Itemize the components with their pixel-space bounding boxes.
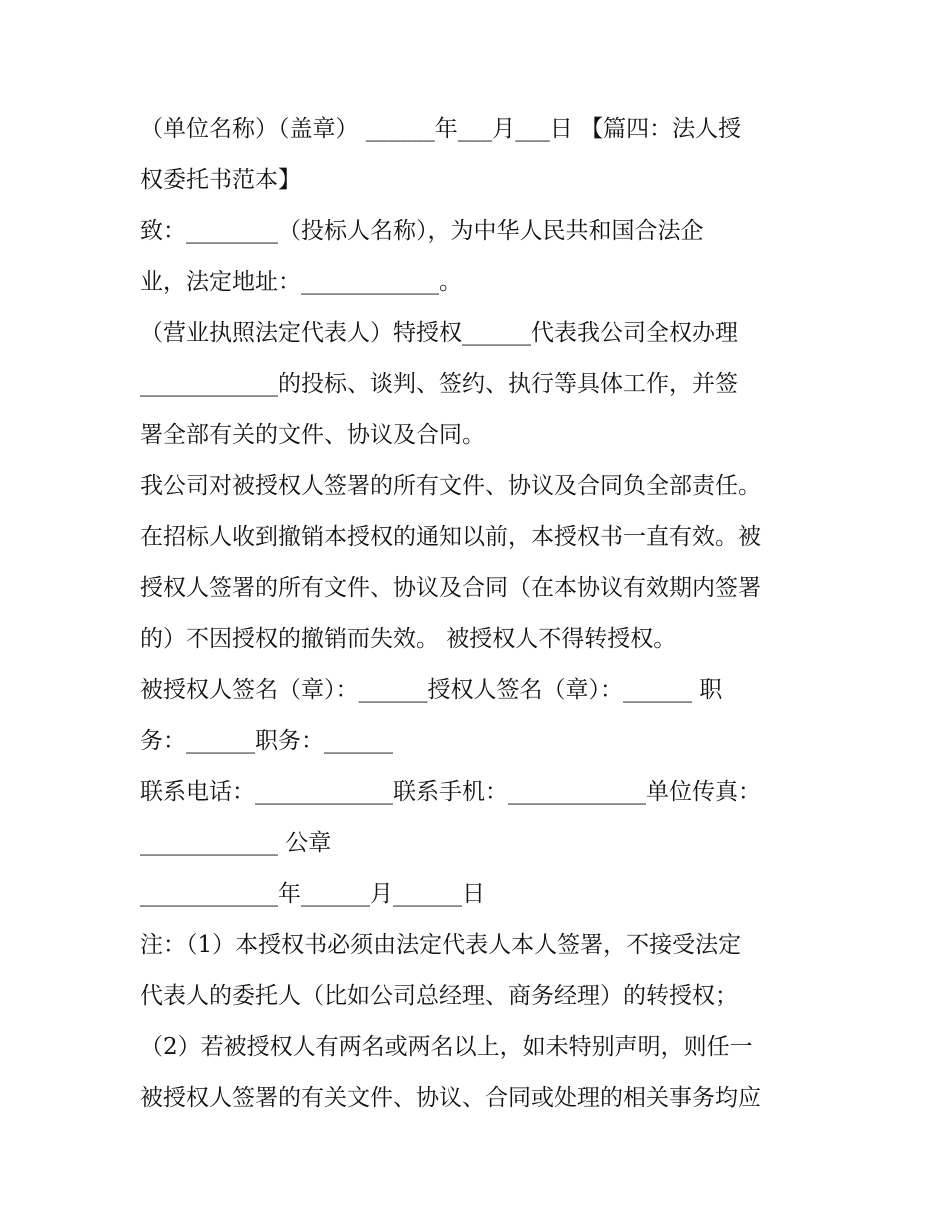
date-line: ____________年______月______日 — [140, 881, 485, 907]
note-line: 代表人的委托人（比如公司总经理、商务经理）的转授权； — [140, 983, 738, 1009]
contact-line: 联系电话：____________联系手机：____________单位传真： — [140, 779, 761, 805]
note-line: 注：（1）本授权书必须由法定代表人本人签署，不接受法定 — [140, 932, 742, 958]
text-line: 署全部有关的文件、协议及合同。 — [140, 422, 485, 448]
signature-line: 被授权人签名（章）：______授权人签名（章）：______ 职 — [140, 677, 723, 703]
text-line: （单位名称）（盖章） ______年___月___日 【篇四：法人授 — [140, 116, 742, 142]
document-body — [140, 104, 820, 1124]
text-line: ____________的投标、谈判、签约、执行等具体工作，并签 — [140, 371, 738, 397]
signature-line: 务：______职务：______ — [140, 728, 393, 754]
text-line: （营业执照法定代表人）特授权______代表我公司全权办理 — [140, 320, 738, 346]
text-line: 授权人签署的所有文件、协议及合同（在本协议有效期内签署 — [140, 575, 761, 601]
seal-line: ____________ 公章 — [140, 830, 332, 856]
text-line: 我公司对被授权人签署的所有文件、协议及合同负全部责任。 — [140, 473, 761, 499]
text-line: 致：________（投标人名称），为中华人民共和国合法企 — [140, 218, 704, 244]
text-line: 在招标人收到撤销本授权的通知以前，本授权书一直有效。被 — [140, 524, 761, 550]
text-line: 权委托书范本】 — [140, 167, 301, 193]
text-line: 的）不因授权的撤销而失效。 被授权人不得转授权。 — [140, 626, 677, 652]
text-line: 业，法定地址：____________。 — [140, 269, 462, 295]
note-line: 被授权人签署的有关文件、协议、合同或处理的相关事务均应 — [140, 1085, 761, 1111]
note-line: （2）若被授权人有两名或两名以上，如未特别声明，则任一 — [140, 1034, 753, 1060]
